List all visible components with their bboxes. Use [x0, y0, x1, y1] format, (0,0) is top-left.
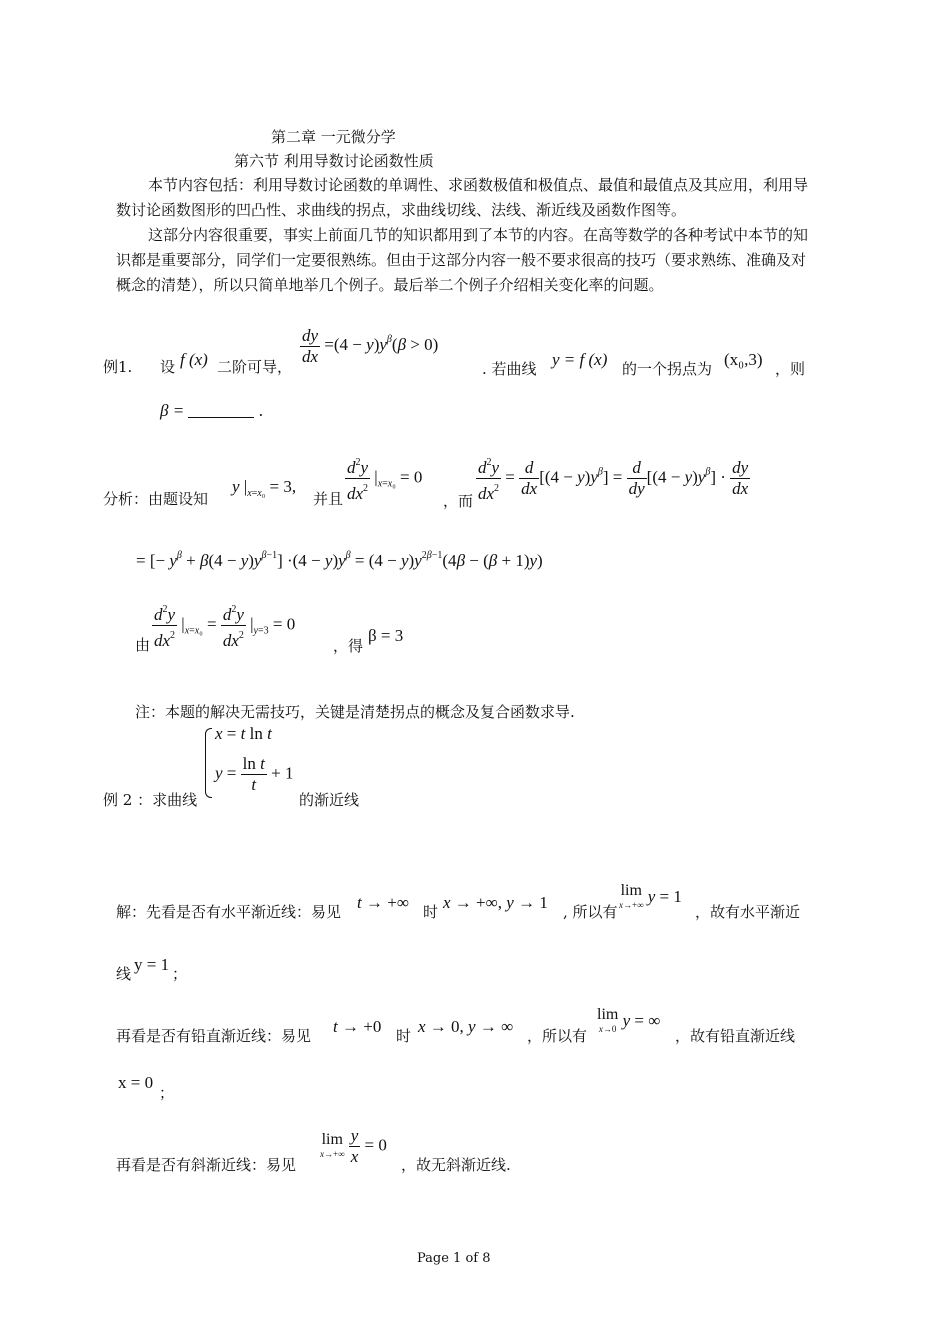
- solution-semicolon-2: ；: [159, 1084, 175, 1102]
- analysis-note: 注：本题的解决无需技巧，关键是清楚拐点的概念及复合函数求导.: [135, 703, 575, 721]
- formula-fx: f (x): [180, 350, 208, 369]
- formula-point: (x₀,3): [724, 350, 763, 369]
- solution-semicolon-1: ；: [172, 965, 188, 983]
- formula-second-derivative-chain: $\frac{d^2y}{dx^2}$ = $\frac{d}{dx}$ $[(4 - y)y^\beta]$ = $\frac{d}{dy}$ $[(4 - y)y^\beta]$ · $\frac{dy}{dx}$: [476, 453, 750, 504]
- formula-lim-y-1: lim x→+∞ y = 1: [619, 882, 682, 910]
- analysis-er: ，而: [443, 492, 474, 510]
- example-2-tail: 的渐近线: [299, 791, 360, 809]
- solution-suoyi: , 所以有: [563, 903, 618, 921]
- answer-blank: [188, 403, 254, 418]
- analysis-label: 分析：由题设知: [103, 490, 209, 508]
- example-2-label: 例 2 ：求曲线: [103, 791, 198, 809]
- solution-vertical: 再看是否有铅直渐近线：易见: [116, 1027, 312, 1045]
- analysis-and: 并且: [313, 490, 344, 508]
- example-1-text-4: ，则: [775, 360, 806, 378]
- page-number: Page 1 of 8: [417, 1251, 491, 1266]
- formula-x-y-limits: x → +∞, y → 1: [443, 893, 548, 912]
- intro-paragraph-1: 本节内容包括：利用导数讨论函数的单调性、求函数极值和极值点、最值和最值点及其应用，利用导数讨论函数图形的凹凸性、求曲线的拐点，求曲线切线、法线、渐近线及函数作图等。: [116, 176, 809, 219]
- formula-beta-blank: [160, 401, 263, 421]
- solution-horizontal-tail: ，故有水平渐近: [695, 903, 801, 921]
- formula-t-inf: t → +∞: [357, 893, 409, 912]
- solution-shi: 时: [423, 903, 439, 921]
- system-brace: [205, 728, 212, 798]
- solution-vertical-tail: ，故有铅直渐近线: [675, 1027, 796, 1045]
- analysis-you: 由: [135, 636, 151, 654]
- example-1-text-3: 的一个拐点为: [622, 360, 713, 378]
- formula-system-x: x = t ln t: [215, 724, 272, 743]
- intro-paragraph-2: 这部分内容很重要，事实上前面几节的知识都用到了本节的内容。在高等数学的各种考试中本节的知识都是重要部分，同学们一定要很熟练。但由于这部分内容一般不要求很高的技巧（要求熟练、准确及对概念的清楚），所以只简单地举几个例子。最后举二个例子介绍相关变化率的问题。: [116, 226, 809, 294]
- formula-y-at-x0: y $|_{x=x_0} = 3$,: [232, 477, 297, 499]
- formula-expansion: = [− $y^\beta + \beta(4 - y)y^{\beta-1}] \cdot(4 - y)y^\beta = (4 - y)y^{2\beta-1}(4\beta - (\beta + 1)y)$: [136, 550, 543, 570]
- formula-system-y: y = $\frac{\text{ln t}}{t}$ + 1: [215, 754, 294, 794]
- example-1-label: 例1.: [103, 358, 133, 376]
- horizontal-asymptote: y = 1: [134, 955, 170, 974]
- section-title: 第六节 利用导数讨论函数性质: [234, 152, 434, 170]
- solution-horizontal: 解：先看是否有水平渐近线：易见: [116, 903, 342, 921]
- chapter-title: 第二章 一元微分学: [271, 128, 396, 146]
- solution-oblique: 再看是否有斜渐近线：易见: [116, 1156, 297, 1174]
- solution-suoyi-2: ，所以有: [527, 1027, 588, 1045]
- beta-eq: β =: [160, 401, 185, 420]
- solution-shi-2: 时: [396, 1027, 412, 1045]
- analysis-de: ，得: [333, 637, 364, 655]
- formula-lim-y-over-x: lim x→+∞ $\frac{y}{x}$ = 0: [320, 1126, 387, 1166]
- formula-second-derivative-zero: $\frac{d^2y}{dx^2}$ $|_{x=x_0} = 0$: [345, 453, 422, 504]
- blank-period: .: [258, 401, 263, 420]
- formula-y3-condition: $\frac{d^2y}{dx^2}$ $|_{x=x_0}$ = $\frac{d^2y}{dx^2}$ $|_{y=3} = 0$: [152, 600, 295, 651]
- example-1-she: 设: [160, 358, 176, 376]
- vertical-asymptote: x = 0: [118, 1073, 154, 1092]
- formula-curve: y = f (x): [552, 350, 608, 369]
- solution-oblique-tail: ，故无斜渐近线.: [401, 1156, 511, 1174]
- example-1-text-1: 二阶可导，: [217, 358, 293, 376]
- solution-xian: 线: [116, 965, 132, 983]
- formula-x0-yinf: x → 0, y → ∞: [418, 1017, 514, 1036]
- formula-lim-y-inf: lim x→0 y = ∞: [597, 1006, 661, 1034]
- formula-t-zero: t → +0: [333, 1017, 382, 1036]
- formula-result: β = 3: [368, 626, 404, 645]
- formula-dy-dx: $\frac{dy}{dx}$ $=(4 - y)y^\beta(\beta > 0)$: [302, 326, 439, 366]
- example-1-text-2: . 若曲线: [482, 360, 537, 378]
